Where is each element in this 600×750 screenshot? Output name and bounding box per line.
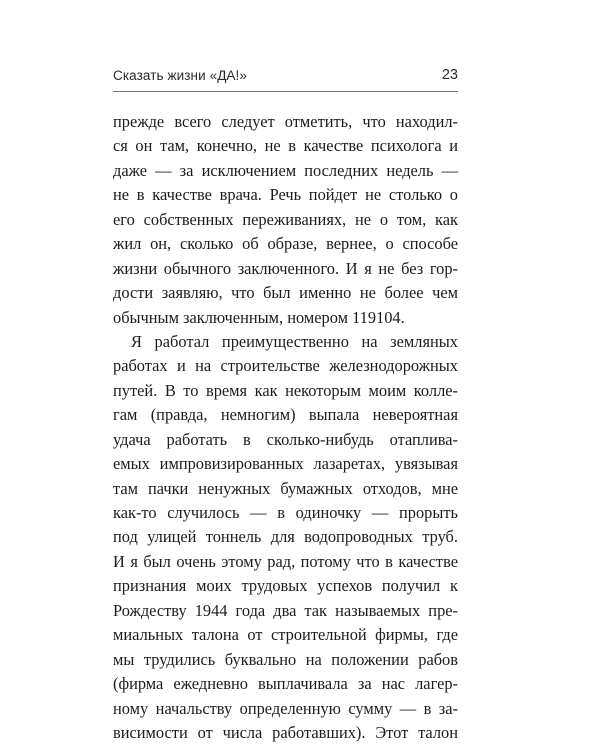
text-line: путей. В то время как некоторым моим колле- bbox=[113, 380, 458, 400]
text-line: жизни обычного заключенного. И я не без гор- bbox=[113, 258, 458, 278]
text-line: как-то случилось — в одиночку — прорыть bbox=[113, 503, 458, 522]
running-title: Сказать жизни «ДА!» bbox=[113, 68, 247, 83]
text-line: жил он, сколько об образе, вернее, о способе bbox=[113, 234, 458, 254]
text-line: мы трудились буквально на положении рабов bbox=[113, 649, 458, 669]
running-head bbox=[113, 66, 458, 88]
text-line: ному начальству определенную сумму — в за- bbox=[113, 698, 458, 718]
text-line: Рождеству 1944 года два так называемых пре- bbox=[113, 600, 458, 620]
text-line: признания моих трудовых успехов получил к bbox=[113, 576, 458, 596]
text-line: его собственных переживаниях, не о том, как bbox=[113, 209, 458, 229]
text-line: прежде всего следует отметить, что находил- bbox=[113, 112, 458, 131]
text-line: (фирма ежедневно выплачивала за нас лагер- bbox=[113, 674, 458, 694]
text-line: под улицей тоннель для водопроводных труб. bbox=[113, 527, 458, 547]
paragraph bbox=[113, 330, 458, 745]
text-line: обычным заключенным, номером 119104. bbox=[113, 307, 405, 327]
text-line: не в качестве врача. Речь пойдет не столько о bbox=[113, 185, 458, 205]
text-line: работах и на строительстве железнодорожных bbox=[113, 356, 458, 376]
text-line: Я работал преимущественно на земляных bbox=[131, 331, 458, 351]
text-line: дости заявляю, что был именно не более чем bbox=[113, 283, 458, 303]
page-number: 23 bbox=[441, 67, 458, 83]
text-line: И я был очень этому рад, потому что в качестве bbox=[113, 551, 458, 571]
text-line: гам (правда, немногим) выпала невероятная bbox=[113, 405, 458, 425]
text-line: емых импровизированных лазаретах, увязывая bbox=[113, 454, 458, 474]
text-line: висимости от числа работавших). Этот талон bbox=[113, 722, 458, 742]
text-line: миальных талона от строительной фирмы, где bbox=[113, 625, 458, 645]
header-divider bbox=[113, 91, 458, 92]
text-line: даже — за исключением последних недель — bbox=[113, 160, 458, 180]
body-text bbox=[113, 110, 458, 745]
text-line: ся он там, конечно, не в качестве психолога и bbox=[113, 136, 458, 156]
paragraph bbox=[113, 110, 458, 330]
text-line: там пачки ненужных бумажных отходов, мне bbox=[113, 478, 458, 498]
text-line: удача работать в сколько-нибудь отаплива- bbox=[113, 429, 458, 449]
